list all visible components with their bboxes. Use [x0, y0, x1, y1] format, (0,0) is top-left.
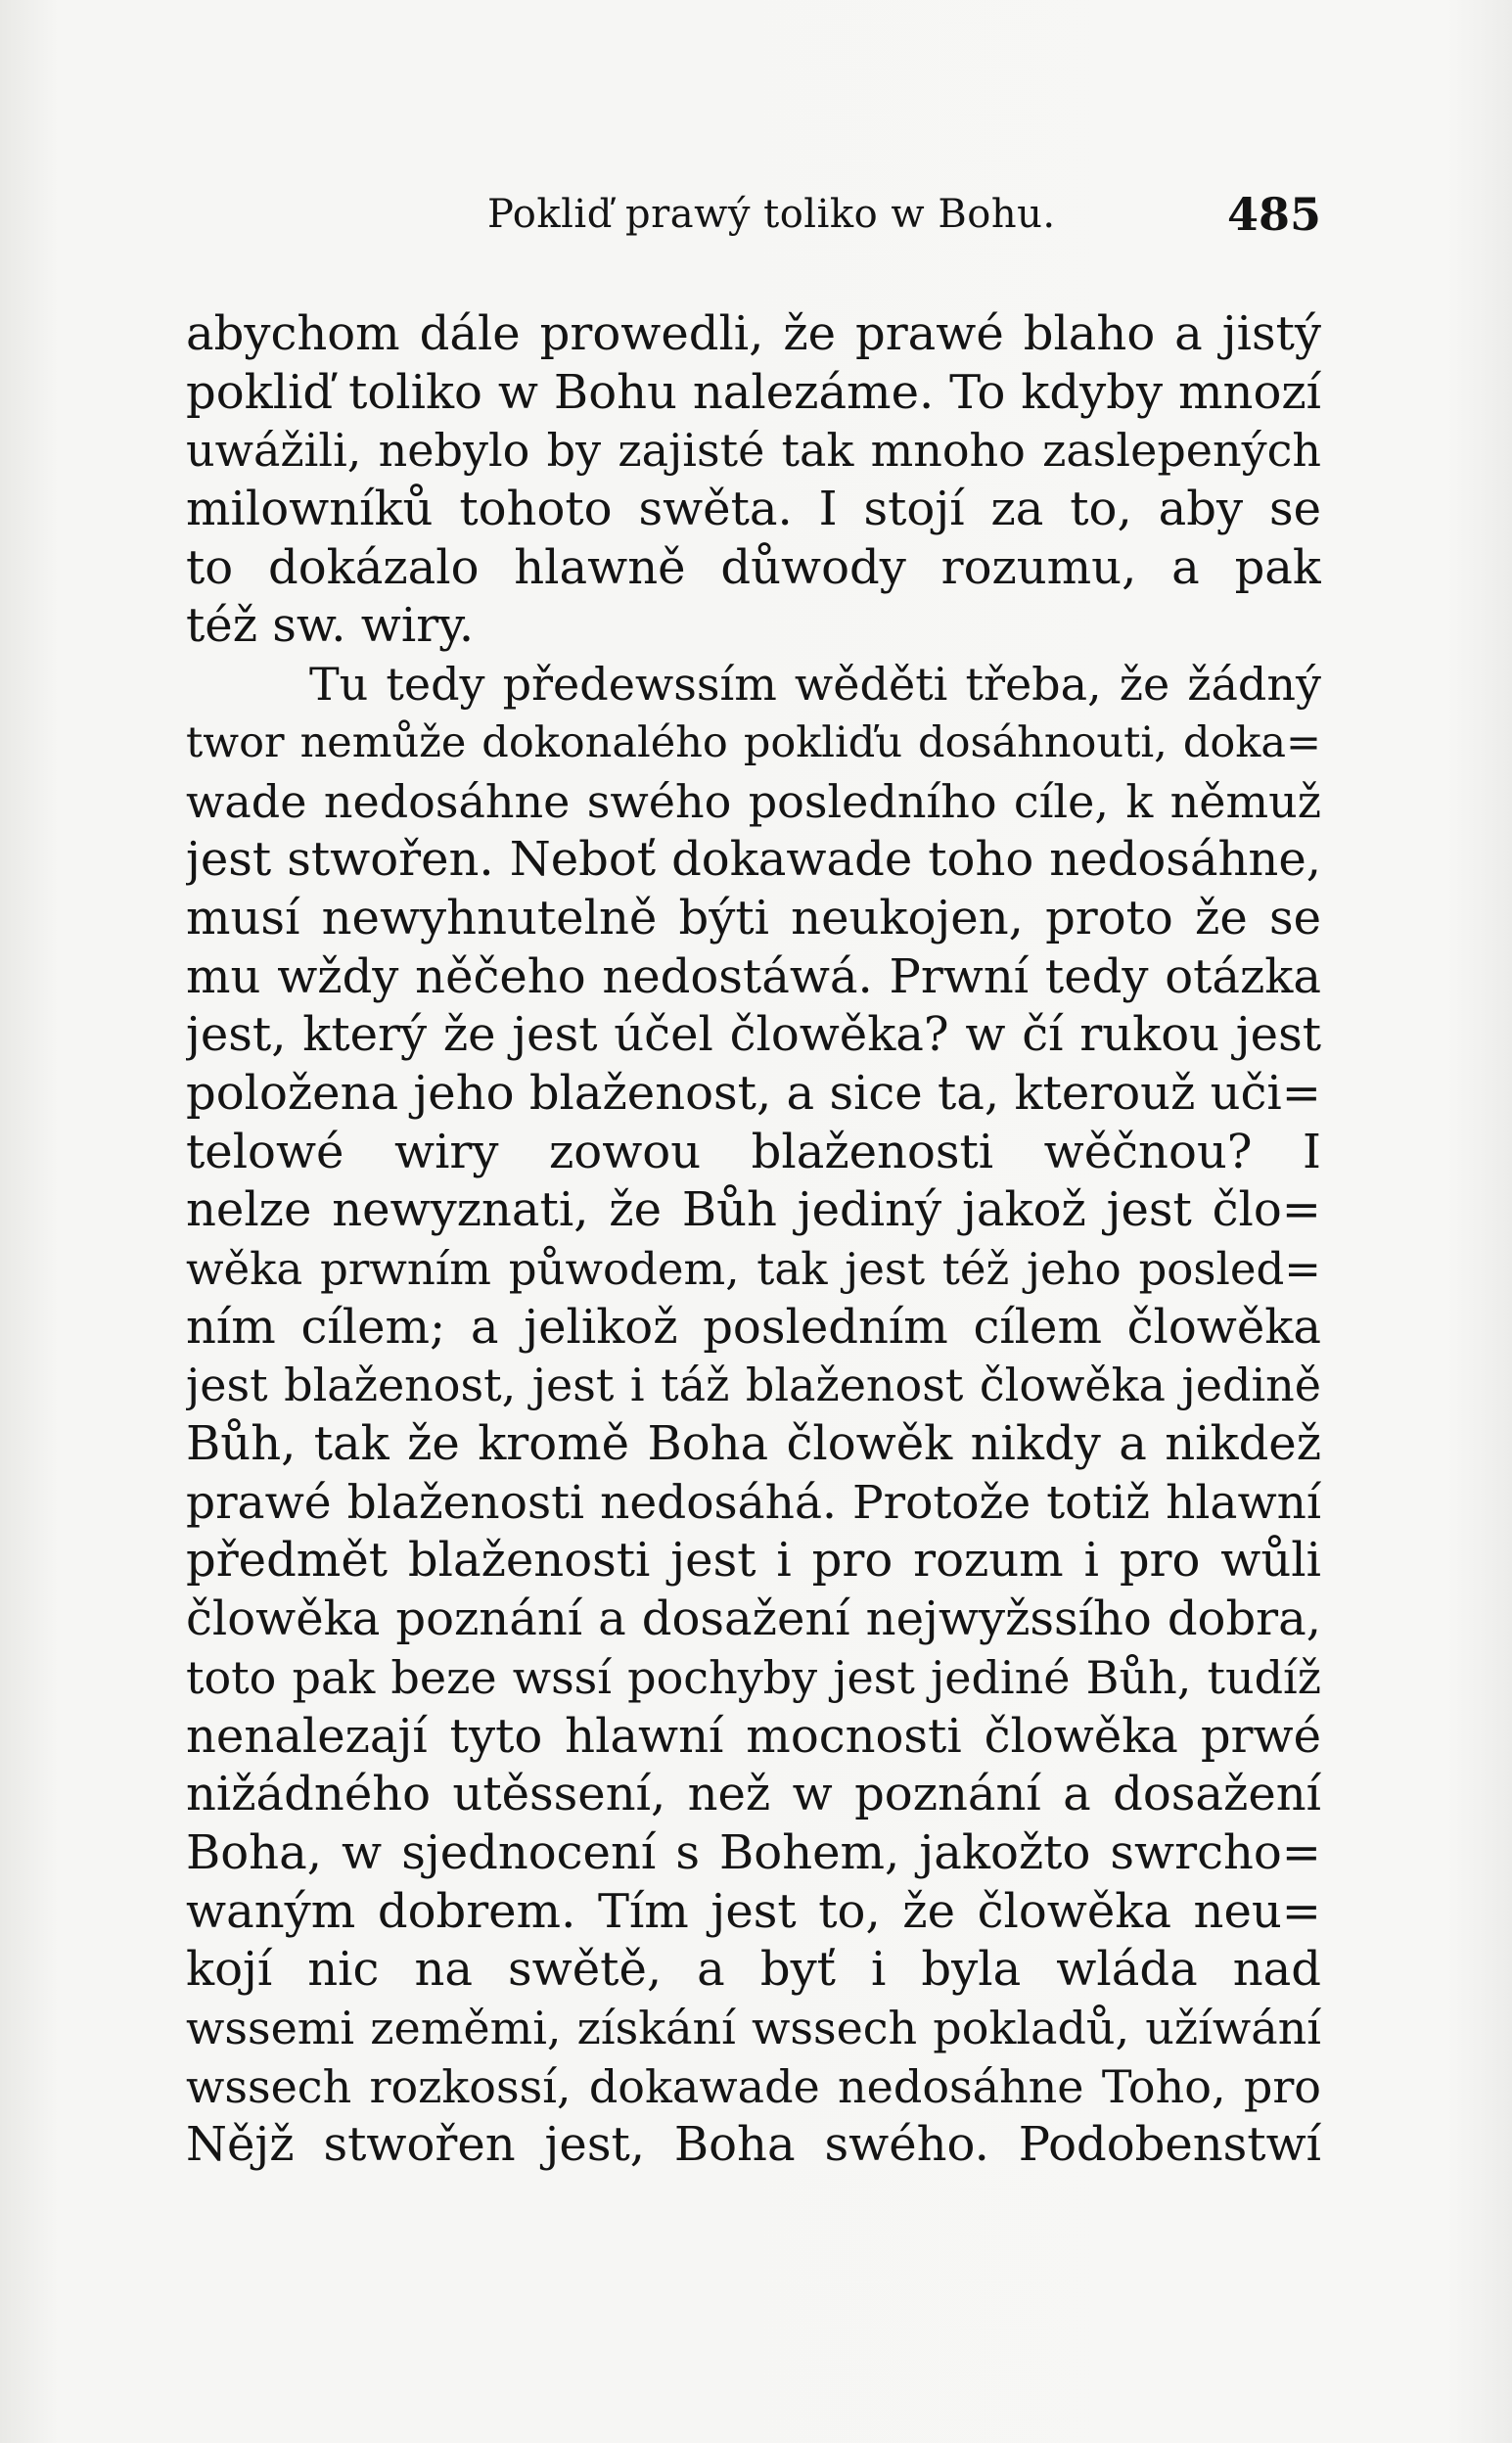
text-line: Boha, w sjednocení s Bohem, jakožto swrcho=: [186, 1824, 1321, 1880]
text-line: jest blaženost, jest i táž blaženost člowěka jedině: [186, 1359, 1321, 1412]
text-line: waným dobrem. Tím jest to, že člowěka neu=: [186, 1883, 1321, 1939]
text-line: twor nemůže dokonalého pokliďu dosáhnouti, doka=: [186, 717, 1321, 767]
running-title: Pokliď prawý toliko w Bohu.: [487, 192, 1056, 237]
text-line: člowěka poznání a dosažení nejwyžssího dobra,: [186, 1591, 1321, 1647]
page-number: 485: [1226, 188, 1321, 241]
text-line: též sw. wiry.: [186, 598, 475, 654]
text-line: telowé wiry zowou blaženosti wěčnou? I: [186, 1124, 1321, 1179]
text-line: wade nedosáhne swého posledního cíle, k němuž: [186, 774, 1321, 828]
text-line: Nějž stwořen jest, Boha swého. Podobenstwí: [186, 2117, 1321, 2173]
text-line: kojí nic na swětě, a byť i byla wláda nad: [186, 1942, 1321, 1998]
text-line: pokliď toliko w Bohu nalezáme. To kdyby mnozí: [186, 364, 1321, 420]
body-text: [186, 305, 1321, 2175]
text-line: prawé blaženosti nedosáhá. Protože totiž hlawní: [186, 1475, 1321, 1530]
text-line: ním cílem; a jelikož posledním cílem člowěka: [186, 1299, 1321, 1355]
text-line: jest, který že jest účel člowěka? w čí rukou jest: [186, 1007, 1321, 1063]
paragraph-start-line: Tu tedy předewssím wěděti třeba, že žádný: [309, 658, 1321, 712]
page-header: [186, 188, 1321, 260]
text-line: nenalezají tyto hlawní mocnosti člowěka prwé: [186, 1708, 1321, 1764]
text-line: nelze newyznati, že Bůh jediný jakož jest člo=: [186, 1182, 1321, 1238]
text-line: předmět blaženosti jest i pro rozum i pro wůli: [186, 1533, 1321, 1589]
text-line: abychom dále prowedli, že prawé blaho a jistý: [186, 306, 1321, 361]
text-line: wssemi zeměmi, získání wssech pokladů, užíwání: [186, 2001, 1321, 2054]
text-line: položena jeho blaženost, a sice ta, kterouž uči=: [186, 1065, 1321, 1121]
text-line: mu wždy něčeho nedostáwá. Prwní tedy otázka: [186, 948, 1321, 1004]
text-line: jest stwořen. Neboť dokawade toho nedosáhne,: [186, 832, 1321, 888]
text-line: Bůh, tak že kromě Boha člowěk nikdy a nikdež: [186, 1416, 1321, 1472]
text-line: to dokázalo hlawně důwody rozumu, a pak: [186, 539, 1321, 595]
text-line: uwážili, nebylo by zajisté tak mnoho zaslepených: [186, 424, 1321, 478]
text-line: musí newyhnutelně býti neukojen, proto že se: [186, 890, 1321, 945]
text-line: wěka prwním půwodem, tak jest též jeho posled=: [186, 1243, 1321, 1295]
text-line: nižádného utěssení, než w poznání a dosažení: [186, 1767, 1321, 1822]
text-line: toto pak beze wssí pochyby jest jediné Bůh, tudíž: [186, 1650, 1321, 1704]
text-line: wssech rozkossí, dokawade nedosáhne Toho, pro: [186, 2059, 1321, 2113]
text-line: milowníků tohoto swěta. I stojí za to, aby se: [186, 482, 1321, 537]
